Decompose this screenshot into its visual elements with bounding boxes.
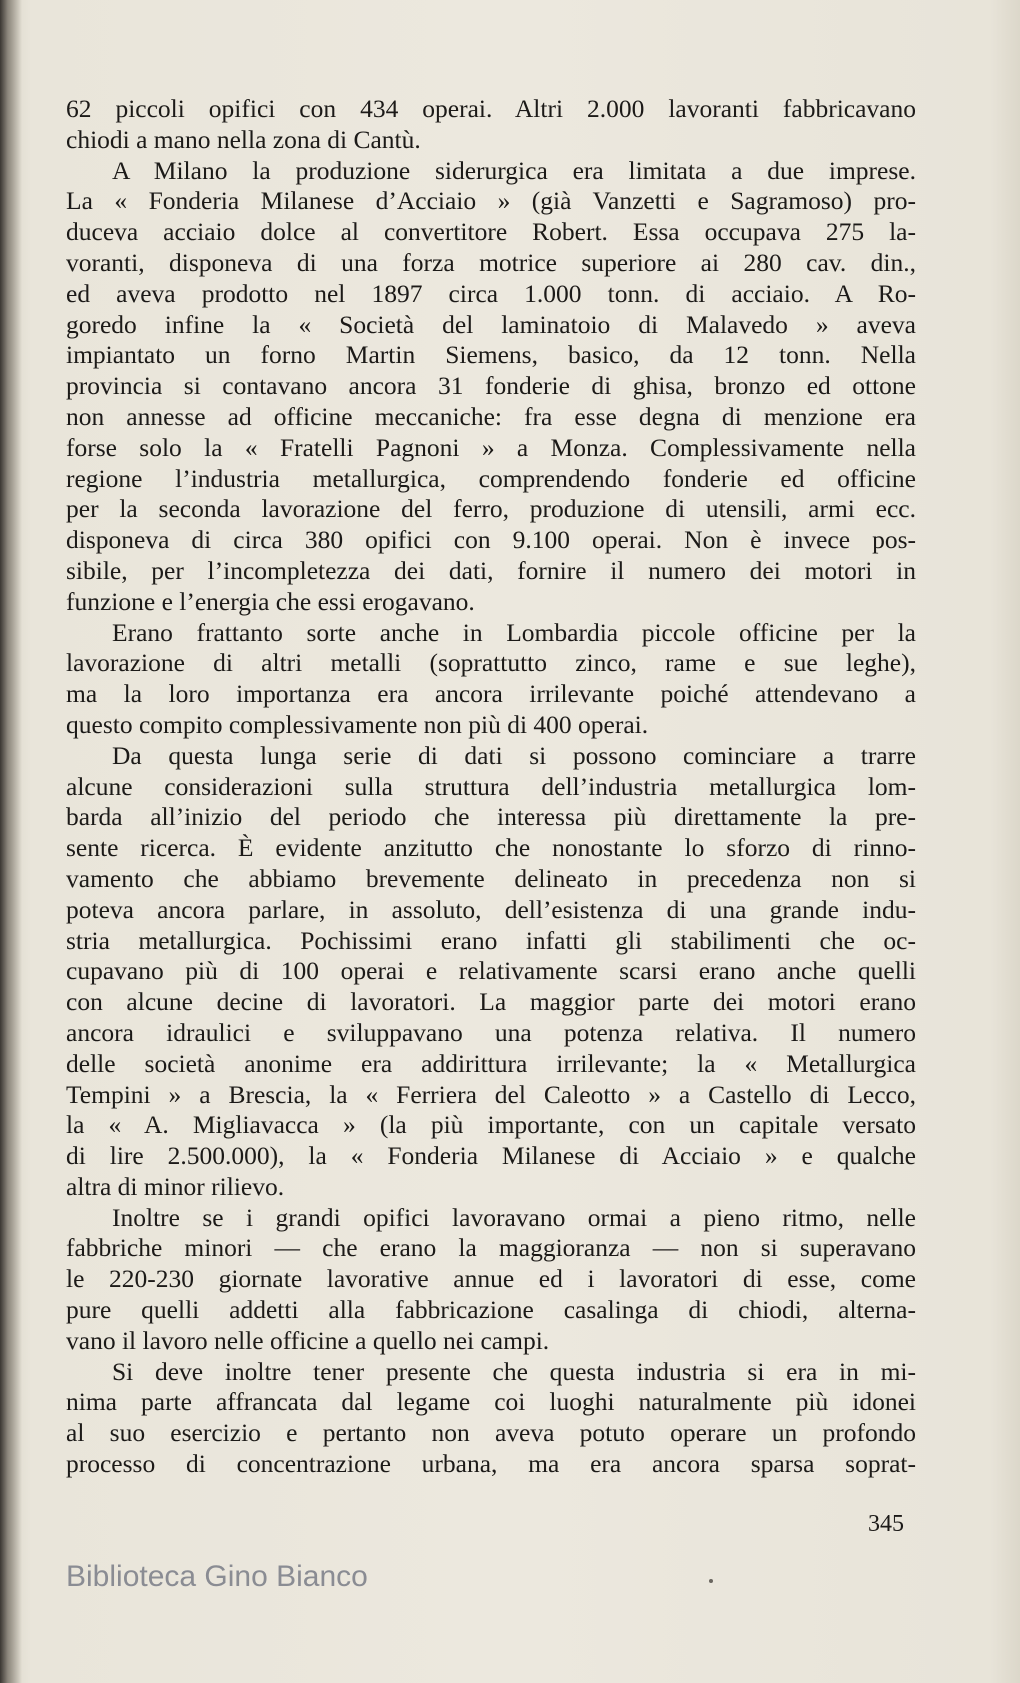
text-line: al suo esercizio e pertanto non aveva potuto operare un profondo <box>66 1418 916 1448</box>
text-line: goredo infine la « Società del laminatoio di Malavedo » aveva <box>66 309 916 339</box>
text-line: cupavano più di 100 operai e relativamente scarsi erano anche quelli <box>66 956 916 986</box>
text-line: barda all’inizio del periodo che interessa più direttamente la pre- <box>66 802 916 832</box>
text-line: non annesse ad officine meccaniche: fra esse degna di menzione era <box>66 401 916 431</box>
text-line: Si deve inoltre tener presente che questa industria si era in mi- <box>112 1356 916 1386</box>
text-line: forse solo la « Fratelli Pagnoni » a Monza. Complessivamente nella <box>66 432 916 462</box>
text-line: per la seconda lavorazione del ferro, produzione di utensili, armi ecc. <box>66 494 916 524</box>
text-line: pure quelli addetti alla fabbricazione casalinga di chiodi, alterna- <box>66 1295 916 1325</box>
text-line: La « Fonderia Milanese d’Acciaio » (già Vanzetti e Sagramoso) pro- <box>66 186 916 216</box>
text-line: altra di minor rilievo. <box>66 1171 285 1201</box>
text-line: disponeva di circa 380 opifici con 9.100 operai. Non è invece pos- <box>66 525 916 555</box>
text-line: le 220-230 giornate lavorative annue ed i lavoratori di esse, come <box>66 1264 916 1294</box>
text-line: voranti, disponeva di una forza motrice superiore ai 280 cav. din., <box>66 247 916 277</box>
text-line: di lire 2.500.000), la « Fonderia Milanese di Acciaio » e qualche <box>66 1141 916 1171</box>
text-line: alcune considerazioni sulla struttura dell’industria metallurgica lom- <box>66 771 916 801</box>
text-line: ancora idraulici e sviluppavano una potenza relativa. Il numero <box>66 1017 916 1047</box>
text-line: sibile, per l’incompletezza dei dati, fornire il numero dei motori in <box>66 555 916 585</box>
text-line: Tempini » a Brescia, la « Ferriera del Caleotto » a Castello di Lecco, <box>66 1079 916 1109</box>
text-line: 62 piccoli opifici con 434 operai. Altri 2.000 lavoranti fabbricavano <box>66 94 916 123</box>
text-line: questo compito complessivamente non più di 400 operai. <box>66 709 649 739</box>
text-line: la « A. Migliavacca » (la più importante, con un capitale versato <box>66 1110 916 1140</box>
text-line: nima parte affrancata dal legame coi luoghi naturalmente più idonei <box>66 1387 916 1417</box>
text-line: impiantato un forno Martin Siemens, basico, da 12 tonn. Nella <box>66 340 916 370</box>
text-line: provincia si contavano ancora 31 fonderie di ghisa, bronzo ed ottone <box>66 371 916 401</box>
library-watermark: Biblioteca Gino Bianco <box>66 1560 368 1593</box>
text-line: Da questa lunga serie di dati si possono cominciare a trarre <box>112 740 916 770</box>
ink-speck <box>709 1579 713 1583</box>
text-line: Erano frattanto sorte anche in Lombardia piccole officine per la <box>112 617 916 647</box>
text-line: vano il lavoro nelle officine a quello nei campi. <box>66 1325 550 1355</box>
text-line: lavorazione di altri metalli (soprattutto zinco, rame e sue leghe), <box>66 648 916 678</box>
page-number: 345 <box>868 1511 904 1537</box>
text-line: regione l’industria metallurgica, comprendendo fonderie ed officine <box>66 463 916 493</box>
text-line: delle società anonime era addirittura irrilevante; la « Metallurgica <box>66 1048 916 1078</box>
text-line: duceva acciaio dolce al convertitore Robert. Essa occupava 275 la- <box>66 217 916 247</box>
text-line: A Milano la produzione siderurgica era limitata a due imprese. <box>112 155 916 185</box>
text-line: funzione e l’energia che essi erogavano. <box>66 586 475 616</box>
spine-shadow <box>0 0 22 1683</box>
text-line: stria metallurgica. Pochissimi erano infatti gli stabilimenti che oc- <box>66 925 916 955</box>
text-line: fabbriche minori — che erano la maggioranza — non si superavano <box>66 1233 916 1263</box>
text-line: processo di concentrazione urbana, ma era ancora sparsa soprat- <box>66 1449 916 1479</box>
text-line: con alcune decine di lavoratori. La maggior parte dei motori erano <box>66 987 916 1017</box>
text-line: chiodi a mano nella zona di Cantù. <box>66 124 421 154</box>
text-line: sente ricerca. È evidente anzitutto che nonostante lo sforzo di rinno- <box>66 833 916 863</box>
text-line: Inoltre se i grandi opifici lavoravano ormai a pieno ritmo, nelle <box>112 1202 916 1232</box>
text-line: ed aveva prodotto nel 1897 circa 1.000 tonn. di acciaio. A Ro- <box>66 278 916 308</box>
body-text <box>66 94 916 1480</box>
text-line: poteva ancora parlare, in assoluto, dell’esistenza di una grande indu- <box>66 894 916 924</box>
text-line: ma la loro importanza era ancora irrilevante poiché attendevano a <box>66 679 916 709</box>
text-line: vamento che abbiamo brevemente delineato in precedenza non si <box>66 863 916 893</box>
